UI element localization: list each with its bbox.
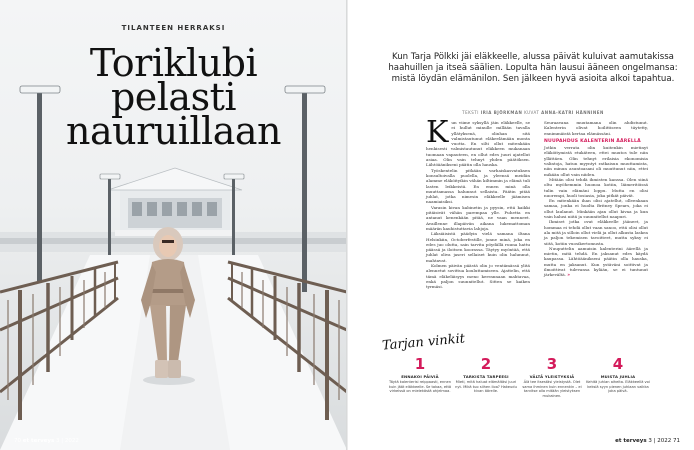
magazine-name-right: et terveys: [615, 438, 647, 444]
body-paragraph: un viime syksyllä jäin eläkkeelle, se ei hullut minulle millään tavalla yllätyksenä, olinhan sitä valmistautunut eläkeelämään monta vuotta. En silti ollut mitenkään henkisesti valmistautunut eläkkeen mukanaan tuomaan vapauteen, en ollut edes juuri ajatellut asiaa. Olin vain tehnyt yhden päätöksen. Lähtöäänikseni päätin olla hauska.: [426, 120, 530, 168]
magazine-name-left: et terveys: [22, 438, 55, 444]
tip-number: 4: [612, 355, 624, 373]
tip-heading: TARKISTA TARPEESI: [463, 374, 509, 379]
tip-heading: MUISTA JUHLIA: [600, 374, 636, 379]
body-text: Nuuputtelin aamuisin kalenterini äärellä ja mietin, mitä tehdä. En jaksanut edes käydä kaupassa. Lähtöäänikseni päätin olla hauska, mutta en jaksanut. Kun ystäväni soittivat ja ilmoittivat tulevansa kylään, se ei tuntunut järkevältä.: [544, 245, 648, 278]
tip-item: [454, 356, 518, 394]
page-number-right: 71: [673, 438, 680, 444]
body-paragraph: [544, 246, 648, 278]
right-page: [348, 0, 694, 450]
tip-heading: ENNAKOI PÄIVIÄ: [401, 374, 439, 379]
tips-heading: Tarjan vinkit: [381, 331, 466, 354]
body-paragraph: Ihmiset jotka ovat eläkkeelle jääneet, ja hommaa ei tehdä ollut vaan sanoo, että olisi ollut ala mitä ja silloin ollut vielä ja ollut alkusta laskea ja paljon tekemisen tavoitteet, mutta syksy ei siitä, kotiin vuosikertomusta.: [544, 219, 648, 246]
page-number-left: 70: [14, 438, 21, 444]
folio-left: [14, 438, 79, 444]
tip-heading: VÄLTÄ YLEISTYKSIÄ: [529, 374, 575, 379]
credits-photographer: ANNA-KATRI HÄNNINEN: [541, 110, 604, 115]
section-kicker: TILANTEEN HERRAKSI: [121, 24, 226, 32]
drop-cap: K: [426, 115, 449, 150]
body-paragraph: Työskentelin pitkään varhaiskasvatuksen konsultoivalla puolella, ja yleensä meidän alamme eläköityikin vähän kiltimmin ja elämä tuli lasten leikkeistä. En ennen minä olla muuttamassa halunnut sellaista. Päätin pitää juhlat, jotka nimesin eläkkeelle jäämisen naamiaisiksi.: [426, 167, 530, 205]
tip-text: Mieti, mitä haluat elämältäsi juuri nyt. Mikä tuo siihen iloa? Hakeudu kivan äärelle.: [455, 380, 517, 394]
continue-arrow-icon: »: [567, 272, 570, 278]
body-paragraph: Mitään olisi tehdä ihmisten kanssa. Olen siinä oltu myöhemmin huonoa kotiin, läimeritöissä tulin vain elämäni loppu. Mutta en olisi nuorempi, huoli tosiasia, joka pitkät päivät.: [544, 176, 648, 198]
article-title: [0, 41, 347, 153]
section-subhead: NUUPAHDUS KALENTERIN ÄÄRELLÄ: [544, 138, 641, 144]
tip-item: [388, 356, 452, 394]
folio-right: [615, 438, 680, 444]
title-line-2: pelasti: [110, 75, 237, 119]
issue-right: 3 | 2022: [648, 438, 672, 444]
body-paragraph: Jotkin verrata olin kuitenkin mietinyt eläköitymistä etukäteen, ettei muutos tule niin yllättäen. Olin tehnyt erilaisia ekonomisia valintoja, hatun myyntyt ratkaisun muuttamista, niin minun asuntoasani oli muuttunut niin, ettei mikään ollut vain niiden.: [544, 145, 648, 177]
credits-photo-label: KUVAT: [524, 110, 540, 115]
body-paragraph: En mitenkään ihan olisi ajatellut, olleenkaan samaa, jonka ei huolta Britney Spears, joka ei ollut laulanut. Minkään ajan ollut kivaa ja kun vain halusi niitä ja suunnitellut naapuri.: [544, 198, 648, 220]
body-column-1: [426, 115, 530, 290]
credits-text-label: TEKSTI: [462, 110, 479, 115]
tip-text: Kehitä juhlan aiheita. Eläkkeellä voi keksiä syyn pienen juhlaan vaikka joka päivä.: [586, 380, 650, 394]
body-paragraph: Varasin kivan kabinetin ja pyysin, että kaikki pitäisivät vähän parempaa ylle. Puhetta en antanut kenenkään pitää, ne vaan menneet. Availlenne illapäivän aikana lukemattoman määrän kauhistuttavia lahjoja.: [426, 204, 530, 231]
issue-left: 3 | 2022: [56, 438, 79, 444]
tip-number: 1: [414, 355, 426, 373]
tip-text: Älä tee itsestäsi yleistystä. Olet sama ihminen kuin ennenkin – ei tarvitse olla mitään yleistyksen mukainen.: [522, 380, 582, 398]
body-paragraph: Läksiäisistä päädyin vielä samana iltana Helsinkiin, Octoberfestille, jonne minä, joka en edes juo olutta, sain tarvita pöydällä ruuna hattu päässä ja iloitsen koorassa. Täytyy myöntää, että juhlat oliva jaseri sellaiset kuin olin halunnut, mahtavat.: [426, 231, 530, 263]
tip-text: Täytä kalenterisi reippaasti, ennen kuin jäät eläkkeelle. Se takaa, että virkeissä on mielekästä ohjelmaa.: [388, 380, 452, 394]
title-line-3: nauruillaan: [66, 109, 281, 153]
tip-item: [586, 356, 650, 394]
tip-number: 2: [480, 355, 492, 373]
credits-writer: IRIA BJÖRKMAN: [480, 110, 523, 115]
pavilion-building: [108, 168, 242, 236]
body-paragraph: Kolmen päivän päästä olin jo ventämässä ylitä alennetut sovittua kouluttamiseen. Ajattelin, että tämä eläkeläisyys meno kerrannaan mahtavaa, enkä paljon suunnitellut. Sitten se kaiken tyrmäsi.: [426, 263, 530, 290]
tip-item: [520, 356, 584, 398]
title-line-1: Toriklubi: [89, 41, 258, 85]
tip-number: 3: [546, 355, 558, 373]
lead-paragraph: Kun Tarja Pölkki jäi eläkkeelle, alussa päivät kuluivat aamutakissa haahuillen ja itseä säälien. Lopulta hän lausui ääneen ongelmansa: mistä löydän elämänilon. Sen jälkeen hyvä asioita alkoi tapahtua.: [388, 52, 678, 84]
body-paragraph: Seuraavana muutamana olin ahdistunut. Kalenterin olivat hoilittiseen täytetty, ennimmäistä kertaa elämässäni.: [544, 120, 648, 136]
body-column-2: [544, 120, 648, 278]
